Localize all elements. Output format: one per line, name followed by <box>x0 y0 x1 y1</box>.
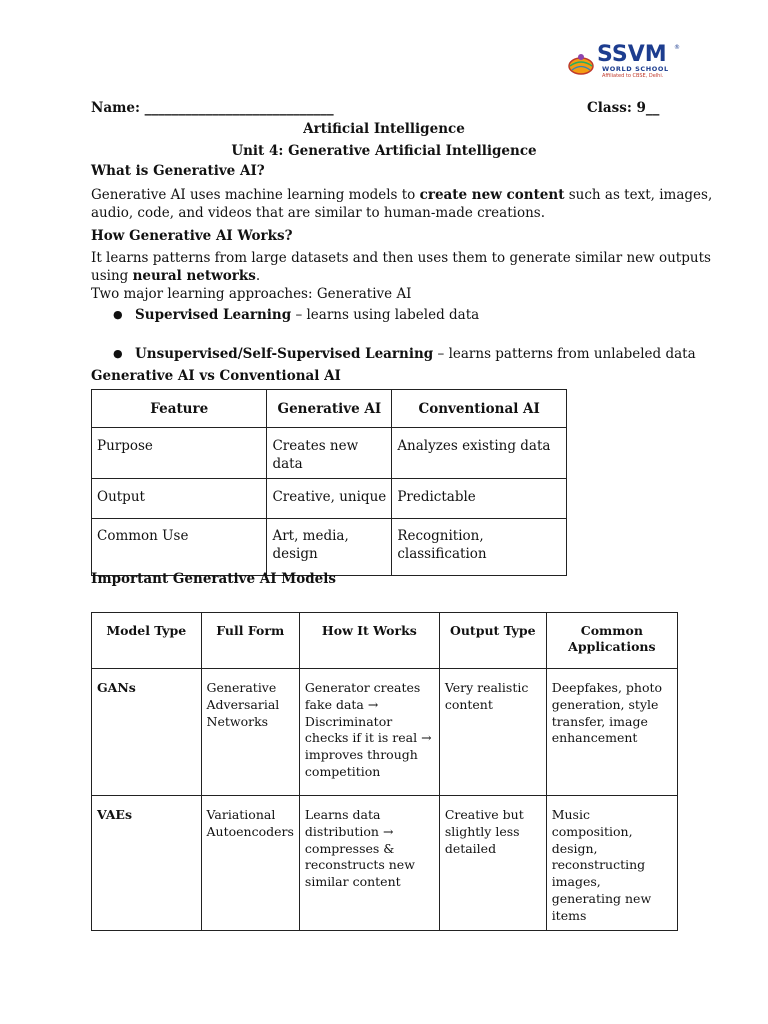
bullet-item-unsupervised: Unsupervised/Self-Supervised Learning – learns patterns from unlabeled data <box>135 346 696 362</box>
section-heading-models: Important Generative AI Models <box>91 571 336 587</box>
table-cell: Creative, unique <box>267 479 392 519</box>
table-row <box>92 428 567 479</box>
how-paragraph-line3: Two major learning approaches: Generative AI <box>91 286 412 302</box>
table-cell: GANs <box>92 669 202 796</box>
bullet-item-supervised: Supervised Learning – learns using labeled data <box>135 307 480 323</box>
table-header-cell: Generative AI <box>267 390 392 428</box>
table-cell: Very realistic content <box>439 669 546 796</box>
logo-subtitle: WORLD SCHOOL <box>602 65 669 73</box>
bullet-icon: ● <box>113 347 123 360</box>
globe-emblem-icon <box>566 52 596 76</box>
section-heading-comparison: Generative AI vs Conventional AI <box>91 368 341 384</box>
table-header-cell: Feature <box>92 390 267 428</box>
table-row <box>92 519 567 576</box>
table-cell: Purpose <box>92 428 267 479</box>
what-paragraph-line1: Generative AI uses machine learning models to create new content such as text, images, <box>91 187 713 203</box>
table-cell: Music composition, design, reconstructing images, generating new items <box>546 796 677 931</box>
class-field-label: Class: 9__ <box>587 100 660 116</box>
unit-title: Unit 4: Generative Artificial Intelligence <box>231 143 537 159</box>
table-cell: Output <box>92 479 267 519</box>
name-field-label: Name: ____________________________ <box>91 100 334 116</box>
what-paragraph-line2: audio, code, and videos that are similar to human-made creations. <box>91 205 546 221</box>
logo-affiliation: Affiliated to CBSE, Delhi. <box>602 73 664 79</box>
table-header-row <box>92 613 678 669</box>
table-cell: Creative but slightly less detailed <box>439 796 546 931</box>
table-header-cell: Output Type <box>439 613 546 669</box>
table-header-cell: How It Works <box>299 613 439 669</box>
school-logo <box>566 44 678 78</box>
section-heading-what: What is Generative AI? <box>91 163 265 179</box>
table-cell: Generator creates fake data → Discriminator checks if it is real → improves through competition <box>299 669 439 796</box>
models-table <box>91 612 678 931</box>
document-title: Artificial Intelligence <box>303 121 465 137</box>
table-cell: Analyzes existing data <box>392 428 567 479</box>
table-row <box>92 669 678 796</box>
table-cell: Variational Autoencoders <box>201 796 299 931</box>
table-header-cell: Model Type <box>92 613 202 669</box>
table-cell: Creates new data <box>267 428 392 479</box>
table-header-cell: Full Form <box>201 613 299 669</box>
table-cell: Art, media, design <box>267 519 392 576</box>
how-paragraph-line1: It learns patterns from large datasets and then uses them to generate similar new outputs <box>91 250 711 266</box>
bullet-icon: ● <box>113 308 123 321</box>
table-header-cell: Conventional AI <box>392 390 567 428</box>
table-row <box>92 479 567 519</box>
table-cell: Predictable <box>392 479 567 519</box>
table-cell: Generative Adversarial Networks <box>201 669 299 796</box>
table-cell: Common Use <box>92 519 267 576</box>
section-heading-how: How Generative AI Works? <box>91 228 293 244</box>
table-cell: Deepfakes, photo generation, style transfer, image enhancement <box>546 669 677 796</box>
table-header-row <box>92 390 567 428</box>
logo-wordmark: SSVM <box>597 42 667 67</box>
table-cell: Learns data distribution → compresses & reconstructs new similar content <box>299 796 439 931</box>
table-cell: VAEs <box>92 796 202 931</box>
registered-mark: ® <box>674 44 680 51</box>
table-row <box>92 796 678 931</box>
table-header-cell: Common Applications <box>546 613 677 669</box>
how-paragraph-line2: using neural networks. <box>91 268 261 284</box>
comparison-table <box>91 389 567 576</box>
table-cell: Recognition, classification <box>392 519 567 576</box>
